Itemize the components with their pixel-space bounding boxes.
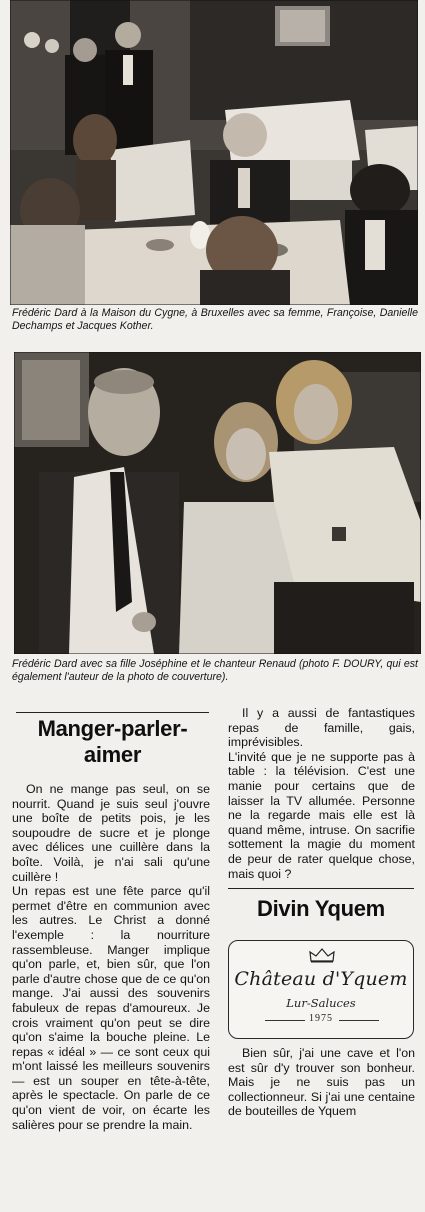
article1-paragraph: Un repas est une fête parce qu'il permet d'être en communion avec les autres. Le Christ a donné l'exemple : la nourriture rassembleuse. Manger implique qu'on parle, et, bien sûr, que l'on parle d'autre chose que de ce qu'on mange. J'ai aussi des souvenirs fabuleux de repas d'amoureux. Je crois vraiment qu'on peut se dire qu'on s'aime la bouche pleine. Le repas « idéal » — ce sont ceux qui m'ont laissé les meilleurs souvenirs — est un souper en tête-à-tête, après le spectacle. On parle de ce qu'on vient de voir, on écarte les salières pour se prendre la main.	[12, 884, 210, 1132]
photo1-caption: Frédéric Dard à la Maison du Cygne, à Bruxelles avec sa femme, Françoise, Danielle Dechamps et Jacques Kother.	[12, 307, 418, 332]
article1-column-right	[228, 706, 415, 881]
photo-restaurant-dinner	[10, 0, 418, 305]
wine-label-rule	[339, 1020, 379, 1021]
photo2-caption: Frédéric Dard avec sa fille Joséphine et le chanteur Renaud (photo F. DOURY, qui est également l'auteur de la photo de couverture).	[12, 658, 418, 683]
article1-paragraph-continued: L'invité que je ne supporte pas à table : la télévision. C'est une manie pour certains que de laisser la TV allumée. Personne ne la regarde mais elle est là quand même, intruse. On sacrifie sottement la magie du moment de peur de rater quelque chose, mais quoi ?	[228, 749, 415, 881]
crown-icon	[309, 947, 335, 963]
wine-label-year: 1975	[309, 1013, 333, 1024]
section-rule	[228, 888, 414, 889]
article1-paragraph-continued: Il y a aussi de fantastiques repas de famille, gais, imprévisibles.	[228, 706, 415, 750]
wine-label-illustration	[228, 940, 414, 1039]
wine-label-name: Château d'Yquem	[234, 968, 408, 990]
section-rule	[16, 712, 209, 713]
article1-paragraph: On ne mange pas seul, on se nourrit. Quand je suis seul j'ouvre une boîte de petits pois, je les soupoudre de sucre et je plonge avec délices une cuillère dans la boîte. Voilà, je n'ai sali qu'une cuillère !	[12, 782, 210, 884]
wine-label-place: Lur-Saluces	[286, 996, 356, 1010]
article1-heading: Manger-parler-aimer	[37, 716, 188, 767]
article2-paragraph: Bien sûr, j'ai une cave et l'on est sûr d'y trouver son bonheur. Mais je ne suis pas un collectionneur. Si j'ai une centaine de bouteilles de Yquem	[228, 1046, 415, 1119]
article2-column	[228, 1046, 415, 1119]
photo-dard-josephine-renaud	[14, 352, 421, 654]
article1-column-left	[12, 782, 210, 1132]
article2-heading: Divin Yquem	[257, 896, 385, 921]
